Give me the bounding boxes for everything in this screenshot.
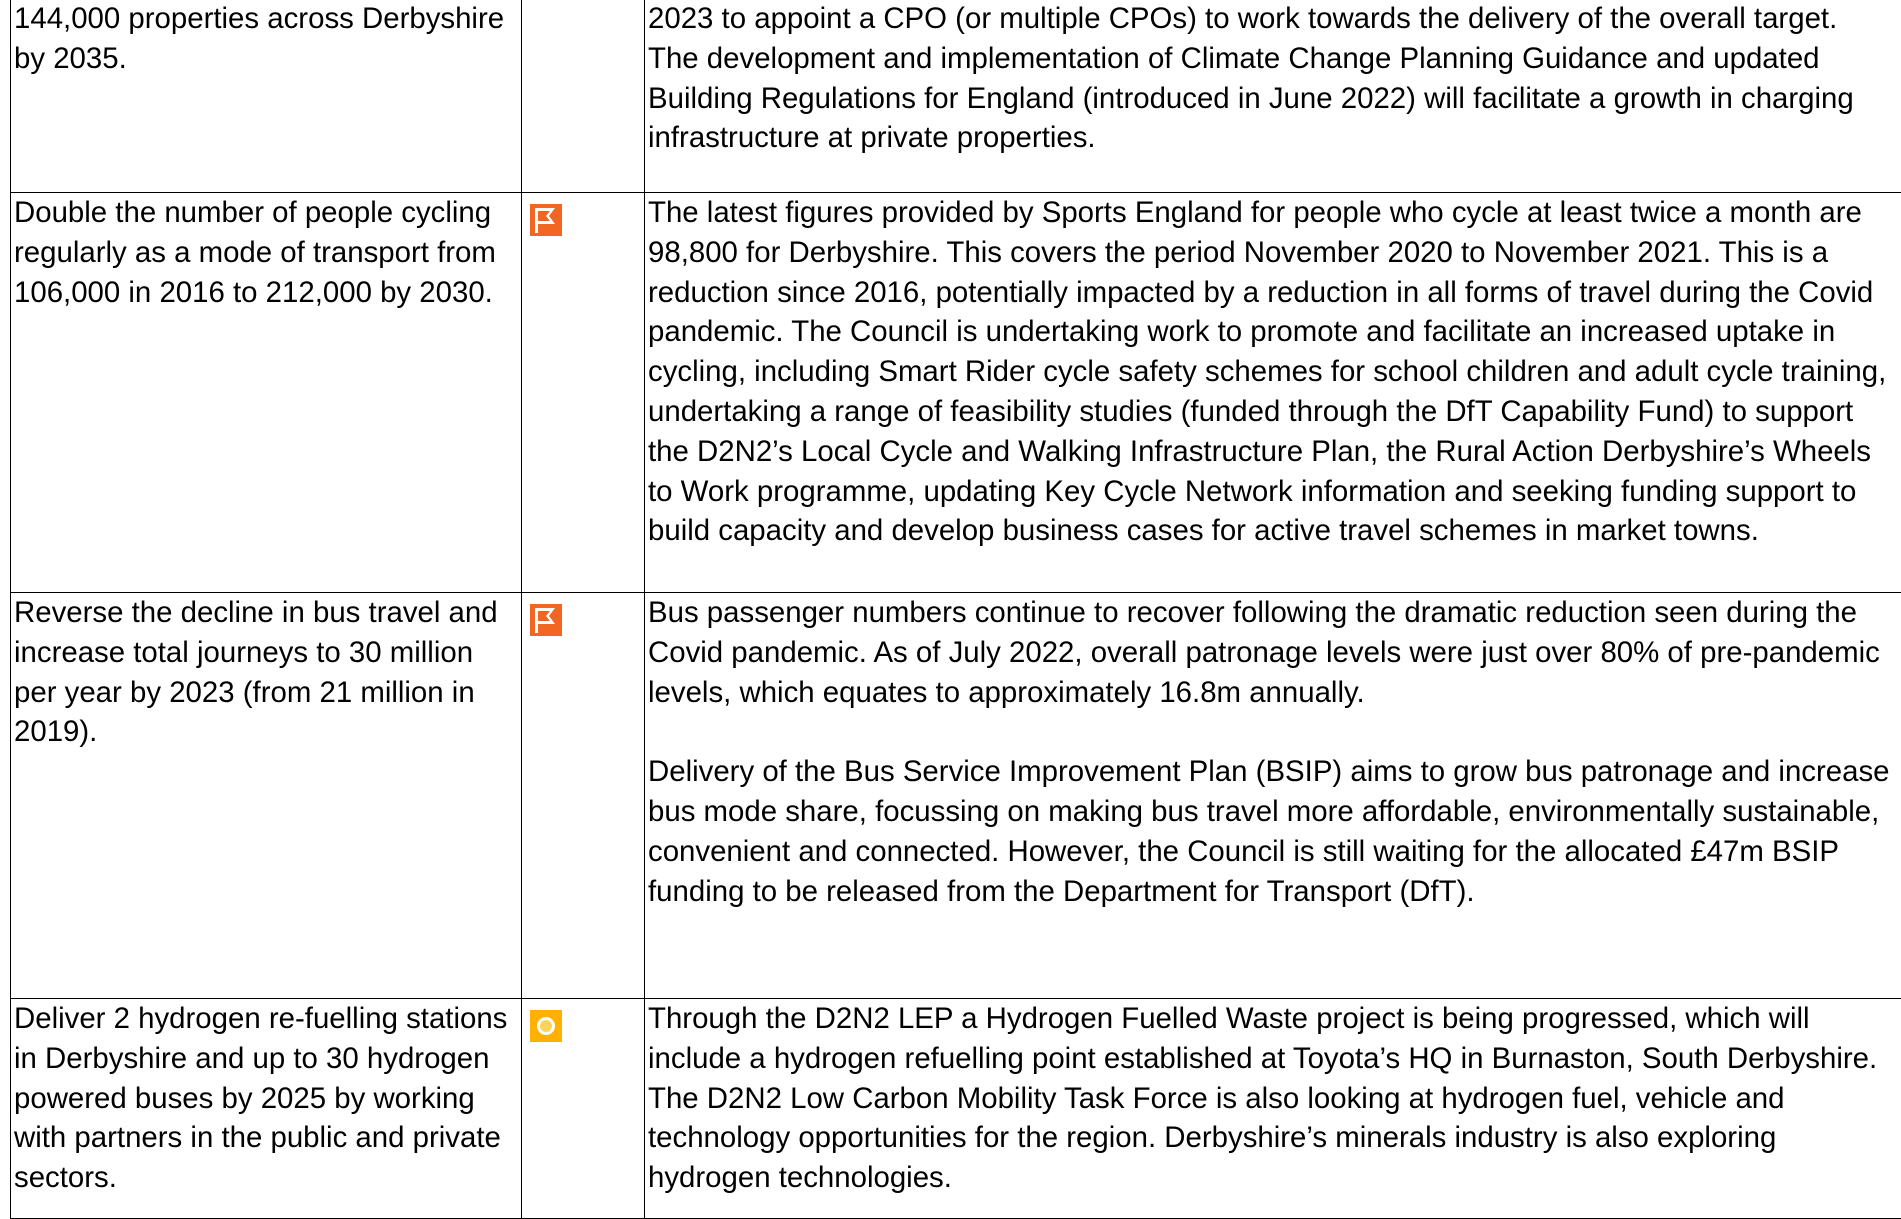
progress-text: The latest figures provided by Sports England for people who cycle at least twice a month are 98,800 for Derbyshire. This covers the period November 2020 to November 2021. This is a reduction since 2016, potentially impacted by a reduction in all forms of travel during the Covid pandemic. The Council is undertaking work to promote and facilitate an increased uptake in cycling, including Smart Rider cycle safety schemes for school children and adult cycle training, undertaking a range of feasibility studies (funded through the DfT Capability Fund) to support the D2N2’s Local Cycle and Walking Infrastructure Plan, the Rural Action Derbyshire’s Wheels to Work programme, updating Key Cycle Network information and seeking funding support to build capacity and develop business cases for active travel schemes in market towns.	[648, 193, 1900, 551]
status-cell	[522, 593, 645, 999]
table-row	[11, 593, 1901, 999]
status-cell	[522, 999, 645, 1219]
progress-text: Bus passenger numbers continue to recover following the dramatic reduction seen during the Covid pandemic. As of July 2022, overall patronage levels were just over 80% of pre-pandemic levels, which equates to approximately 16.8m annually.	[648, 593, 1900, 712]
table-row	[11, 999, 1901, 1219]
progress-cell	[645, 0, 1901, 193]
target-cell	[11, 193, 522, 593]
table-row	[11, 0, 1901, 193]
table-row	[11, 193, 1901, 593]
paragraph-spacer	[648, 712, 1900, 752]
target-text: 144,000 properties across Derbyshire by 2035.	[14, 0, 518, 79]
targets-table	[10, 0, 1901, 1219]
progress-cell	[645, 593, 1901, 999]
progress-text: The development and implementation of Climate Change Planning Guidance and updated Building Regulations for England (introduced in June 2022) will facilitate a growth in charging infrastructure at private properties.	[648, 39, 1900, 158]
progress-text: 2023 to appoint a CPO (or multiple CPOs) to work towards the delivery of the overall target.	[648, 0, 1900, 39]
target-cell	[11, 593, 522, 999]
progress-cell	[645, 999, 1901, 1219]
status-cell	[522, 0, 645, 193]
target-cell	[11, 0, 522, 193]
amber-circle-icon	[530, 1010, 562, 1042]
flag-icon	[530, 204, 562, 236]
target-text: Double the number of people cycling regularly as a mode of transport from 106,000 in 2016 to 212,000 by 2030.	[14, 193, 518, 312]
flag-icon	[530, 604, 562, 636]
progress-cell	[645, 193, 1901, 593]
target-cell	[11, 999, 522, 1219]
progress-text: Through the D2N2 LEP a Hydrogen Fuelled Waste project is being progressed, which will include a hydrogen refuelling point established at Toyota’s HQ in Burnaston, South Derbyshire. The D2N2 Low Carbon Mobility Task Force is also looking at hydrogen fuel, vehicle and technology opportunities for the region. Derbyshire’s minerals industry is also exploring hydrogen technologies.	[648, 999, 1900, 1198]
target-text: Reverse the decline in bus travel and increase total journeys to 30 million per year by 2023 (from 21 million in 2019).	[14, 593, 518, 752]
status-cell	[522, 193, 645, 593]
progress-text: Delivery of the Bus Service Improvement Plan (BSIP) aims to grow bus patronage and increase bus mode share, focussing on making bus travel more affordable, environmentally sustainable, convenient and connected. However, the Council is still waiting for the allocated £47m BSIP funding to be released from the Department for Transport (DfT).	[648, 752, 1900, 911]
target-text: Deliver 2 hydrogen re-fuelling stations in Derbyshire and up to 30 hydrogen powered buses by 2025 by working with partners in the public and private sectors.	[14, 999, 518, 1198]
